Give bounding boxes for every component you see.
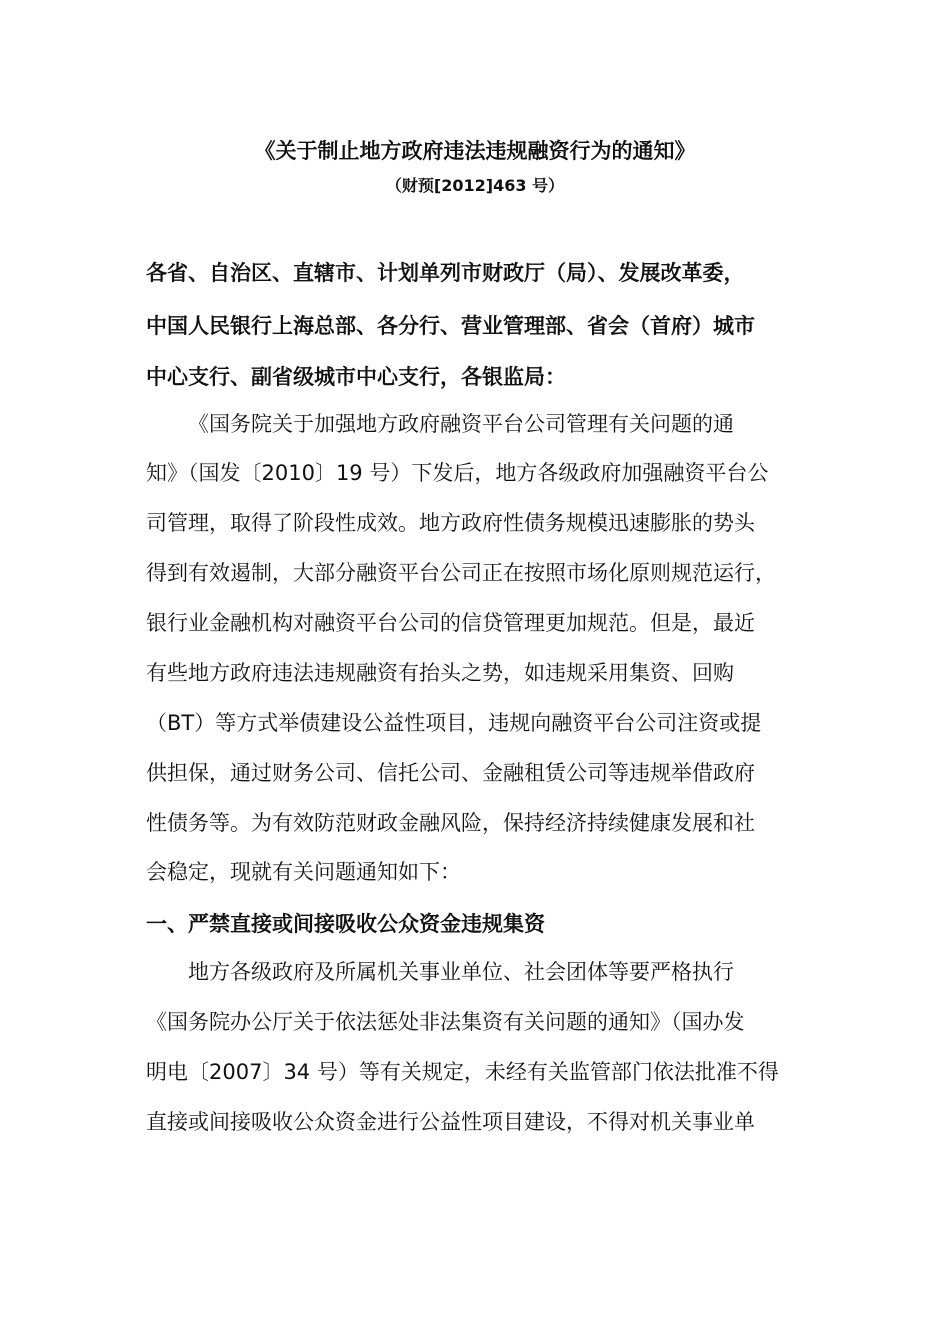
paragraph-line: 供担保，通过财务公司、信托公司、金融租赁公司等违规举借政府 [146,761,755,785]
paragraph-line: 《国务院关于加强地方政府融资平台公司管理有关问题的通 [188,412,734,436]
paragraph-line: 性债务等。为有效防范财政金融风险，保持经济持续健康发展和社 [146,811,755,835]
paragraph-line: 银行业金融机构对融资平台公司的信贷管理更加规范。但是，最近 [146,611,755,635]
paragraph-line: （BT）等方式举债建设公益性项目，违规向融资平台公司注资或提 [146,711,762,735]
paragraph-line: 司管理，取得了阶段性成效。地方政府性债务规模迅速膨胀的势头 [146,511,755,535]
paragraph-line: 知》（国发〔2010〕19 号）下发后，地方各级政府加强融资平台公 [146,461,769,485]
paragraph-line: 地方各级政府及所属机关事业单位、社会团体等要严格执行 [188,960,734,984]
addressee-line: 各省、自治区、直辖市、计划单列市财政厅（局）、发展改革委， [146,261,745,285]
paragraph-line: 直接或间接吸收公众资金进行公益性项目建设，不得对机关事业单 [146,1110,755,1134]
paragraph-line: 明电〔2007〕34 号）等有关规定，未经有关监管部门依法批准不得 [146,1060,779,1084]
paragraph-line: 有些地方政府违法违规融资有抬头之势，如违规采用集资、回购 [146,661,734,685]
addressee-line: 中心支行、副省级城市中心支行，各银监局： [146,365,566,389]
paragraph-line: 《国务院办公厅关于依法惩处非法集资有关问题的通知》（国办发 [146,1010,745,1034]
paragraph-line: 会稳定，现就有关问题通知如下： [146,860,461,884]
document-number: （财预[2012]463 号） [385,176,565,195]
section-heading: 一、严禁直接或间接吸收公众资金违规集资 [146,912,545,936]
document-title: 《关于制止地方政府违法违规融资行为的通知》 [254,139,696,163]
addressee-line: 中国人民银行上海总部、各分行、营业管理部、省会（首府）城市 [146,314,755,338]
paragraph-line: 得到有效遏制，大部分融资平台公司正在按照市场化原则规范运行， [146,561,776,585]
